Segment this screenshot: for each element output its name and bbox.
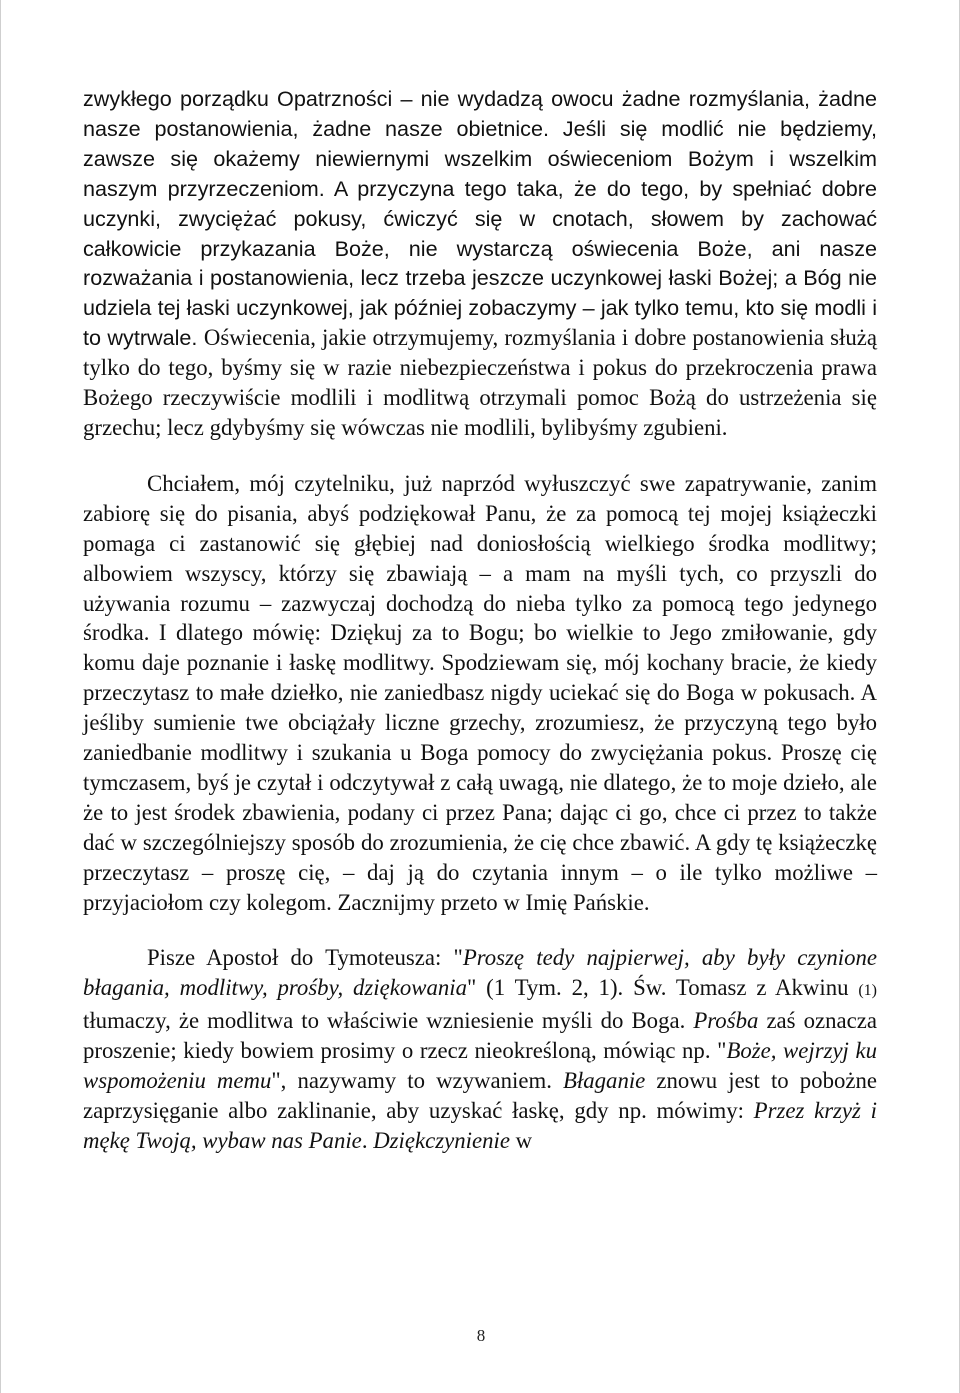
p3-text-2: " (1 Tym. 2, 1). Św. Tomasz z Akwinu [466,975,859,1001]
p3-italic-quote-3: Przez krzyż i mękę Twoją, wybaw nas Panie [83,1098,877,1153]
paragraph-2: Chciałem, mój czytelniku, już naprzód wyłuszczyć swe zapatrywanie, zanim zabiorę się do pisania, abyś podziękował Panu, że za pomocą tej mojej książeczki pomaga ci zastanowić się głębiej nad doniosłością wielkiego środka modlitwy; albowiem wszyscy, którzy się zbawiają – a mam na myśli tych, co przyszli do używania rozumu – zazwyczaj dochodzą do nieba tylko za pomocą tego jedynego środka. I dlatego mówię: Dziękuj za to Bogu; bo wielkie to Jego zmiłowanie, gdy komu daje poznanie i łaskę modlitwy. Spodziewam się, mój kochany bracie, że kiedy przeczytasz to małe dziełko, nie zaniedbasz nigdy uciekać się do Boga w pokusach. A jeśliby sumienie twe obciążały liczne grzechy, zrozumiesz, że przyczyną tego było zaniedbanie modlitwy i szukania u Boga pomocy do zwyciężania pokus. Proszę cię tymczasem, byś je czytał i odczytywał z całą uwagą, nie dlatego, że to moje dzieło, ale że to jest środek zbawienia, podany ci przez Pana; dając ci go, chce ci przez to także dać w szczególniejszy sposób do zrozumienia, że cię chce zbawić. A gdy tę książeczkę przeczytasz – proszę cię, – daj ją do czytania innym – o ile tylko możliwe – przyjaciołom czy kolegom. Zacznijmy przeto w Imię Pańskie. [83,470,877,915]
p3-italic-term-prosba: Prośba [693,1008,759,1034]
p3-text-1: Pisze Apostoł do Tymoteusza: " [147,945,463,971]
body-text [83,84,877,1156]
page-number: 8 [476,1326,486,1345]
paragraph-1-sentence-1: zwykłego porządku Opatrzności – nie wydadzą owocu żadne rozmyślania, żadne nasze postanowienia, żadne nasze obietnice. Jeśli się modlić nie będziemy, zawsze się okażemy niewiernymi wszelkim oświeceniom Bożym i wszelkim naszym przyrzeczeniom. [83,86,877,201]
p3-italic-quote-2: Boże, wejrzyj ku wspomożeniu memu [83,1038,878,1094]
paragraph-3 [83,943,877,1155]
p3-text-3: tłumaczy, że modlitwa to właściwie wzniesienie myśli do Boga. [83,1008,694,1034]
paragraph-1 [83,84,877,443]
p3-italic-term-dziekczynienie: Dziękczynienie [373,1127,510,1153]
p3-text-4: zaś oznacza proszenie; kiedy bowiem prosimy o rzecz nieokreśloną, mówiąc np. " [83,1008,877,1064]
p3-text-7: . [361,1127,374,1153]
p3-text-5: ", nazywamy to wzywaniem. [271,1068,563,1094]
p3-italic-term-blaganie: Błaganie [563,1068,646,1094]
paragraph-1-sentence-3: Oświecenia, jakie otrzymujemy, rozmyślania i dobre postanowienia służą tylko do tego, byśmy się w razie niebezpieczeństwa i pokus do przekroczenia prawa Bożego rzeczywiście modlili i modlitwą otrzymali pomoc Bożą do ustrzeżenia się grzechu; lecz gdybyśmy się wówczas nie modlili, bylibyśmy zgubieni. [83,325,878,440]
p3-text-6: znowu jest to pobożne zaprzysięganie albo zaklinanie, aby uzyskać łaskę, gdy np. mówimy: [83,1068,877,1123]
paragraph-1-sentence-2: A przyczyna tego taka, że do tego, by spełniać dobre uczynki, zwyciężać pokusy, ćwiczyć się w cnotach, słowem by zachować całkowicie przykazania Boże, nie wystarczą oświecenia Boże, ani nasze rozważania i postanowienia, lecz trzeba jeszcze uczynkowej łaski Bożej; a Bóg nie udziela tej łaski uczynkowej, jak później zobaczymy – jak tylko temu, kto się modli i to wytrwale. [83,175,877,351]
p3-text-8: w [509,1127,533,1153]
p3-italic-quote-1: Proszę tedy najpierwej, aby były czynione błagania, modlitwy, prośby, dziękowania [83,945,878,1001]
footnote-marker[interactable]: (1) [858,982,877,1000]
